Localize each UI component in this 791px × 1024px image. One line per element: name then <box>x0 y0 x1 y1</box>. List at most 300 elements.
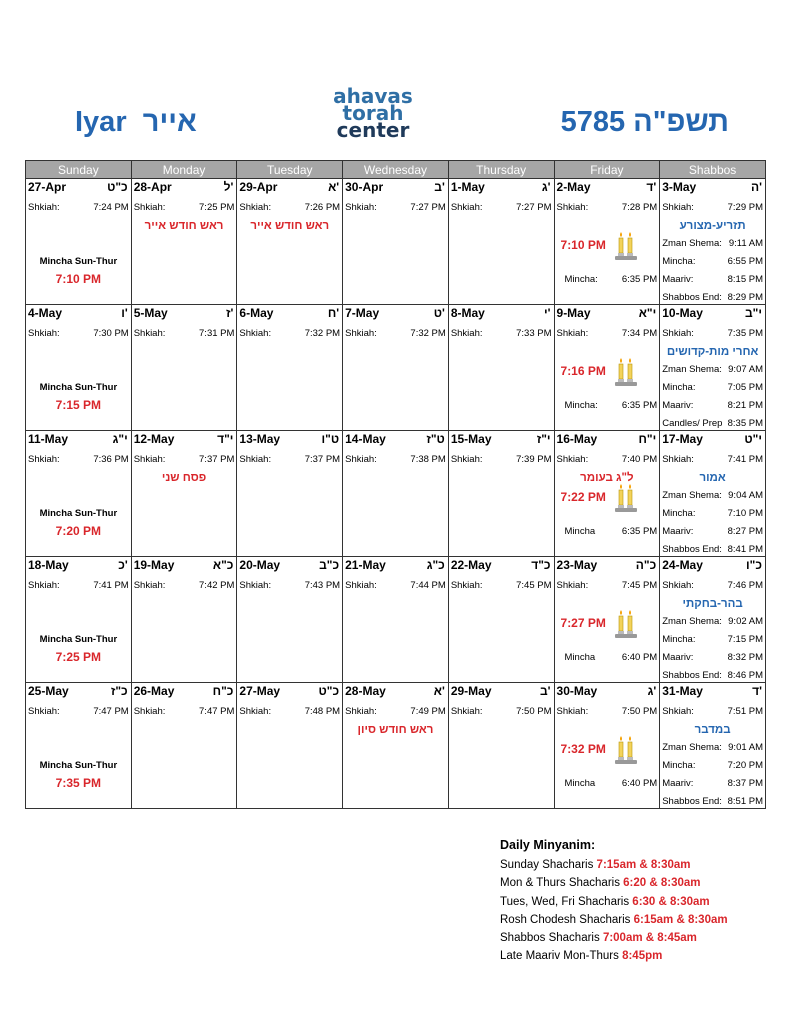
minyan-times: 7:15am & 8:30am <box>596 859 691 872</box>
shabbos-zman-row <box>662 778 763 790</box>
zman-label: Maariv: <box>662 778 694 789</box>
shkiah-time: 7:49 PM <box>410 706 446 717</box>
minyan-item <box>500 874 728 892</box>
shkiah-time: 7:50 PM <box>516 706 552 717</box>
hebrew-date: כ"ו <box>746 558 762 572</box>
hebrew-date: ז' <box>226 306 234 320</box>
day-date: 30-May <box>556 684 598 698</box>
mincha-time: 7:20 PM <box>55 524 102 538</box>
day-cell <box>343 179 449 305</box>
shkiah-label: Shkiah: <box>133 706 166 717</box>
shabbos-candles-icon <box>613 733 639 767</box>
candle-lighting-time: 7:22 PM <box>560 490 606 504</box>
zman-time: 8:46 PM <box>727 670 763 681</box>
hebrew-date: ב' <box>539 684 551 698</box>
shkiah-time: 7:46 PM <box>727 580 763 591</box>
shkiah-label: Shkiah: <box>28 328 60 339</box>
day-date: 22-May <box>450 558 492 572</box>
shkiah-label: Shkiah: <box>239 328 272 339</box>
day-date: 31-May <box>662 684 703 698</box>
minyan-times: 6:20 & 8:30am <box>623 877 701 890</box>
shkiah-label: Shkiah: <box>345 328 377 339</box>
logo-line: torah <box>342 101 404 125</box>
hebrew-date: י"ג <box>112 432 128 446</box>
hebrew-date: ח' <box>327 306 340 320</box>
hebrew-date: ט"ו <box>321 432 340 446</box>
day-date: 17-May <box>662 432 703 446</box>
day-date: 7-May <box>345 306 380 320</box>
day-date: 15-May <box>450 432 492 446</box>
day-date: 4-May <box>28 306 63 320</box>
logo <box>327 84 419 142</box>
hebrew-date: י"ח <box>638 432 657 446</box>
shkiah-time: 7:39 PM <box>516 454 552 465</box>
weekday-header: Monday <box>131 161 237 179</box>
hebrew-date: כ"ט <box>318 684 340 698</box>
day-date: 18-May <box>28 558 69 572</box>
zman-label: Mincha: <box>662 256 696 267</box>
hebrew-date: ה' <box>751 180 762 194</box>
hebrew-date: א' <box>433 684 445 698</box>
day-cell <box>237 557 343 683</box>
zman-time: 9:04 AM <box>728 490 763 501</box>
shabbos-zman-row <box>662 544 763 556</box>
holiday-event: ראש חודש אייר <box>144 220 224 232</box>
zman-time: 8:37 PM <box>727 778 763 789</box>
day-date: 29-May <box>450 684 492 698</box>
shabbos-candles-icon <box>613 355 639 389</box>
shkiah-time: 7:41 PM <box>727 454 763 465</box>
week-row <box>26 179 766 305</box>
shabbos-candles-icon <box>613 481 639 515</box>
weekday-header: Thursday <box>448 161 554 179</box>
minyan-label: Sunday Shacharis <box>500 859 597 872</box>
hebrew-date: כ"ב <box>319 558 340 572</box>
minyan-item <box>500 856 728 874</box>
weekday-header: Tuesday <box>237 161 343 179</box>
shabbos-zman-row <box>662 526 763 538</box>
zman-label: Shabbos End: <box>662 796 722 807</box>
zman-label: Zman Shema: <box>662 238 722 249</box>
hebrew-date: י"ד <box>217 432 234 446</box>
day-date: 12-May <box>133 432 175 446</box>
hebrew-date: ב' <box>434 180 445 194</box>
day-cell <box>26 179 132 305</box>
day-cell <box>554 179 660 305</box>
shkiah-time: 7:36 PM <box>93 454 129 465</box>
friday-mincha-label: Mincha <box>564 652 596 663</box>
weekday-header-row <box>26 161 766 179</box>
day-cell <box>554 683 660 809</box>
hebrew-date: כ"ד <box>531 558 551 572</box>
zman-label: Zman Shema: <box>662 364 722 375</box>
weekday-header: Friday <box>554 161 660 179</box>
day-date: 29-Apr <box>239 180 278 194</box>
day-cell <box>448 305 554 431</box>
shkiah-label: Shkiah: <box>662 202 694 213</box>
day-date: 6-May <box>239 306 274 320</box>
zman-time: 9:02 AM <box>728 616 763 627</box>
shkiah-time: 7:37 PM <box>304 454 341 465</box>
hebrew-date: ל' <box>223 180 234 194</box>
mincha-time: 7:15 PM <box>55 398 102 412</box>
shkiah-time: 7:27 PM <box>516 202 552 213</box>
day-cell <box>343 557 449 683</box>
friday-mincha-time: 6:35 PM <box>621 274 658 285</box>
shkiah-time: 7:28 PM <box>621 202 658 213</box>
shkiah-time: 7:26 PM <box>304 202 341 213</box>
day-cell <box>26 557 132 683</box>
zman-time: 6:55 PM <box>727 256 763 267</box>
zman-time: 8:41 PM <box>727 544 763 555</box>
day-cell <box>237 305 343 431</box>
shkiah-label: Shkiah: <box>345 454 377 465</box>
zman-label: Maariv: <box>662 400 694 411</box>
day-date: 24-May <box>662 558 703 572</box>
mincha-label: Mincha Sun-Thur <box>39 382 118 393</box>
zman-label: Shabbos End: <box>662 670 722 681</box>
day-cell <box>448 683 554 809</box>
zman-time: 9:07 AM <box>728 364 763 375</box>
mincha-time: 7:35 PM <box>55 776 102 790</box>
month-english: Iyar <box>75 106 127 138</box>
shabbos-zman-row <box>662 634 763 646</box>
day-cell <box>343 305 449 431</box>
hebrew-date: ד' <box>752 684 762 698</box>
day-cell <box>448 557 554 683</box>
shkiah-time: 7:37 PM <box>199 454 235 465</box>
parsha-name: אמור <box>699 472 726 484</box>
day-date: 21-May <box>345 558 386 572</box>
hebrew-date: א' <box>328 180 340 194</box>
holiday-event: ראש חודש סיון <box>357 724 434 736</box>
day-date: 23-May <box>556 558 598 572</box>
shkiah-time: 7:50 PM <box>621 706 658 717</box>
zman-label: Zman Shema: <box>662 490 722 501</box>
shabbos-zman-row <box>662 274 763 286</box>
day-cell <box>660 179 766 305</box>
shkiah-time: 7:34 PM <box>621 328 658 339</box>
shkiah-time: 7:45 PM <box>516 580 552 591</box>
shkiah-time: 7:38 PM <box>410 454 446 465</box>
hebrew-date: י"א <box>638 306 657 320</box>
zman-time: 8:35 PM <box>727 418 763 429</box>
zman-label: Maariv: <box>662 526 694 537</box>
day-date: 28-May <box>345 684 386 698</box>
day-date: 1-May <box>450 180 485 194</box>
day-date: 19-May <box>133 558 175 572</box>
day-date: 8-May <box>450 306 485 320</box>
mincha-label: Mincha Sun-Thur <box>39 256 118 267</box>
shabbos-zman-row <box>662 382 763 394</box>
friday-mincha-time: 6:35 PM <box>621 526 658 537</box>
day-cell <box>660 683 766 809</box>
friday-mincha-time: 6:40 PM <box>621 778 658 789</box>
weekday-header: Sunday <box>26 161 132 179</box>
hebrew-date: כ' <box>118 558 128 572</box>
hebrew-date: כ"ה <box>635 558 657 572</box>
zman-label: Mincha: <box>662 508 696 519</box>
shkiah-label: Shkiah: <box>133 328 166 339</box>
shkiah-label: Shkiah: <box>239 580 272 591</box>
hebrew-date: כ"ז <box>110 684 128 698</box>
candle-lighting-time: 7:10 PM <box>560 238 606 252</box>
mincha-time: 7:25 PM <box>55 650 102 664</box>
shabbos-zman-row <box>662 742 763 754</box>
day-cell <box>554 557 660 683</box>
day-cell <box>26 305 132 431</box>
hebrew-date: כ"ח <box>212 684 234 698</box>
shkiah-time: 7:40 PM <box>621 454 658 465</box>
friday-mincha-time: 6:35 PM <box>621 400 658 411</box>
day-date: 28-Apr <box>133 180 172 194</box>
day-date: 3-May <box>662 180 697 194</box>
hebrew-date: י"ט <box>744 432 762 446</box>
shkiah-time: 7:27 PM <box>410 202 446 213</box>
zman-time: 9:01 AM <box>728 742 763 753</box>
day-cell <box>554 305 660 431</box>
shabbos-zman-row <box>662 760 763 772</box>
hebrew-date: ג' <box>647 684 657 698</box>
minyan-times: 6:30 & 8:30am <box>632 895 710 908</box>
shkiah-label: Shkiah: <box>450 328 483 339</box>
shabbos-zman-row <box>662 400 763 412</box>
holiday-event: פסח שני <box>161 472 207 484</box>
shkiah-time: 7:30 PM <box>93 328 129 339</box>
shkiah-time: 7:47 PM <box>199 706 235 717</box>
zman-time: 8:15 PM <box>727 274 763 285</box>
day-cell <box>343 431 449 557</box>
parsha-name: במדבר <box>694 724 731 736</box>
zman-label: Mincha: <box>662 760 696 771</box>
shkiah-time: 7:24 PM <box>93 202 129 213</box>
shkiah-label: Shkiah: <box>556 328 589 339</box>
minyan-label: Mon & Thurs Shacharis <box>500 877 624 890</box>
shkiah-label: Shkiah: <box>345 580 377 591</box>
day-cell <box>660 431 766 557</box>
shkiah-label: Shkiah: <box>450 454 483 465</box>
day-cell <box>237 683 343 809</box>
zman-label: Shabbos End: <box>662 292 722 303</box>
shkiah-label: Shkiah: <box>556 454 589 465</box>
zman-label: Zman Shema: <box>662 616 722 627</box>
minyan-times: 7:00am & 8:45am <box>602 932 697 945</box>
shkiah-time: 7:32 PM <box>304 328 341 339</box>
logo-line: ahavas <box>333 84 413 108</box>
shkiah-time: 7:43 PM <box>304 580 341 591</box>
day-cell <box>131 683 237 809</box>
shkiah-label: Shkiah: <box>28 580 60 591</box>
candle-lighting-time: 7:32 PM <box>560 742 606 756</box>
shkiah-label: Shkiah: <box>133 454 166 465</box>
zman-time: 7:10 PM <box>727 508 763 519</box>
minyan-item <box>500 911 728 929</box>
mincha-label: Mincha Sun-Thur <box>39 634 118 645</box>
day-date: 11-May <box>28 432 69 446</box>
shabbos-zman-row <box>662 670 763 682</box>
daily-minyanim <box>500 836 728 965</box>
hebrew-date: ט"ז <box>426 432 445 446</box>
week-row <box>26 431 766 557</box>
month-title <box>75 106 197 139</box>
shkiah-label: Shkiah: <box>133 580 166 591</box>
shkiah-label: Shkiah: <box>662 580 694 591</box>
shkiah-label: Shkiah: <box>239 454 272 465</box>
shkiah-time: 7:47 PM <box>93 706 129 717</box>
day-cell <box>131 305 237 431</box>
shabbos-zman-row <box>662 490 763 502</box>
zman-label: Zman Shema: <box>662 742 722 753</box>
shkiah-label: Shkiah: <box>556 706 589 717</box>
shabbos-zman-row <box>662 796 763 808</box>
shabbos-zman-row <box>662 418 763 430</box>
hebrew-date: ו' <box>121 306 128 320</box>
friday-mincha-label: Mincha <box>564 778 596 789</box>
zman-time: 8:21 PM <box>727 400 763 411</box>
zman-label: Mincha: <box>662 382 696 393</box>
day-cell <box>554 431 660 557</box>
shkiah-label: Shkiah: <box>28 706 60 717</box>
shkiah-label: Shkiah: <box>239 202 272 213</box>
day-cell <box>26 683 132 809</box>
shkiah-label: Shkiah: <box>556 202 589 213</box>
minyanim-title: Daily Minyanim: <box>500 838 596 852</box>
day-cell <box>131 431 237 557</box>
friday-mincha-time: 6:40 PM <box>621 652 658 663</box>
zman-time: 8:27 PM <box>727 526 763 537</box>
day-date: 14-May <box>345 432 386 446</box>
day-date: 9-May <box>556 306 591 320</box>
mincha-label: Mincha Sun-Thur <box>39 760 118 771</box>
hebrew-date: כ"ט <box>107 180 128 194</box>
zman-time: 7:15 PM <box>727 634 763 645</box>
shkiah-time: 7:25 PM <box>199 202 235 213</box>
minyan-label: Shabbos Shacharis <box>500 932 603 945</box>
hebrew-date: ג' <box>541 180 551 194</box>
shabbos-zman-row <box>662 652 763 664</box>
month-hebrew: אייר <box>142 106 197 138</box>
shkiah-time: 7:32 PM <box>410 328 446 339</box>
day-cell <box>448 179 554 305</box>
shkiah-time: 7:33 PM <box>516 328 552 339</box>
shkiah-label: Shkiah: <box>450 202 483 213</box>
minyan-times: 8:45pm <box>622 950 663 963</box>
candle-lighting-time: 7:27 PM <box>560 616 606 630</box>
shkiah-time: 7:35 PM <box>727 328 763 339</box>
shabbos-candles-icon <box>613 229 639 263</box>
shabbos-zman-row <box>662 292 763 304</box>
day-date: 10-May <box>662 306 703 320</box>
shkiah-time: 7:41 PM <box>93 580 129 591</box>
minyan-label: Tues, Wed, Fri Shacharis <box>500 895 633 908</box>
shabbos-zman-row <box>662 256 763 268</box>
day-cell <box>237 431 343 557</box>
minyan-label: Late Maariv Mon-Thurs <box>500 950 623 963</box>
day-cell <box>237 179 343 305</box>
shkiah-time: 7:44 PM <box>410 580 446 591</box>
holiday-event: ראש חודש אייר <box>250 220 330 232</box>
day-date: 20-May <box>239 558 281 572</box>
day-cell <box>660 305 766 431</box>
day-date: 26-May <box>133 684 175 698</box>
zman-time: 7:05 PM <box>727 382 763 393</box>
parsha-name: תזריע-מצורע <box>679 220 746 232</box>
friday-mincha-label: Mincha <box>564 526 596 537</box>
shkiah-time: 7:51 PM <box>727 706 763 717</box>
shkiah-label: Shkiah: <box>345 202 377 213</box>
zman-time: 8:32 PM <box>727 652 763 663</box>
weekday-header: Wednesday <box>343 161 449 179</box>
zman-label: Shabbos End: <box>662 544 722 555</box>
day-cell <box>660 557 766 683</box>
hebrew-date: י"ז <box>536 432 551 446</box>
shkiah-time: 7:42 PM <box>199 580 235 591</box>
shkiah-label: Shkiah: <box>345 706 377 717</box>
mincha-time: 7:10 PM <box>55 272 102 286</box>
shkiah-label: Shkiah: <box>662 706 694 717</box>
weekday-header: Shabbos <box>660 161 766 179</box>
shabbos-zman-row <box>662 508 763 520</box>
shkiah-label: Shkiah: <box>28 454 60 465</box>
hebrew-date: ד' <box>646 180 657 194</box>
shkiah-label: Shkiah: <box>28 202 60 213</box>
shkiah-time: 7:48 PM <box>304 706 341 717</box>
zman-time: 8:29 PM <box>727 292 763 303</box>
zman-label: Mincha: <box>662 634 696 645</box>
day-date: 13-May <box>239 432 281 446</box>
week-row <box>26 305 766 431</box>
day-cell <box>131 179 237 305</box>
year-title: 5785 תשפ"ה <box>560 106 729 138</box>
day-date: 30-Apr <box>345 180 384 194</box>
hebrew-date: ט' <box>433 306 445 320</box>
logo-line: center <box>336 118 410 142</box>
holiday-event: ל"ג בעומר <box>580 472 634 484</box>
parsha-name: בהר-בחקתי <box>682 598 743 610</box>
shkiah-time: 7:45 PM <box>621 580 658 591</box>
hebrew-date: י"ב <box>745 306 762 320</box>
minyan-item <box>500 893 728 911</box>
day-date: 27-Apr <box>28 180 67 194</box>
shkiah-label: Shkiah: <box>133 202 166 213</box>
shkiah-label: Shkiah: <box>662 454 694 465</box>
hebrew-date: י' <box>544 306 551 320</box>
day-cell <box>448 431 554 557</box>
mincha-label: Mincha Sun-Thur <box>39 508 118 519</box>
day-cell <box>26 431 132 557</box>
zman-time: 8:51 PM <box>727 796 763 807</box>
zman-label: Candles/ Prep <box>662 418 723 429</box>
shkiah-label: Shkiah: <box>239 706 272 717</box>
shkiah-label: Shkiah: <box>450 580 483 591</box>
minyan-item <box>500 929 728 947</box>
shkiah-time: 7:31 PM <box>199 328 235 339</box>
hebrew-date: כ"א <box>212 558 234 572</box>
day-date: 5-May <box>133 306 168 320</box>
day-date: 27-May <box>239 684 281 698</box>
parsha-name: אחרי מות-קדושים <box>666 346 759 358</box>
shkiah-label: Shkiah: <box>662 328 694 339</box>
minyan-label: Rosh Chodesh Shacharis <box>500 913 634 926</box>
day-date: 25-May <box>28 684 69 698</box>
day-date: 2-May <box>556 180 591 194</box>
shkiah-label: Shkiah: <box>556 580 589 591</box>
day-cell <box>343 683 449 809</box>
shabbos-zman-row <box>662 616 763 628</box>
hebrew-date: כ"ג <box>426 558 445 572</box>
shkiah-label: Shkiah: <box>450 706 483 717</box>
shabbos-zman-row <box>662 364 763 376</box>
